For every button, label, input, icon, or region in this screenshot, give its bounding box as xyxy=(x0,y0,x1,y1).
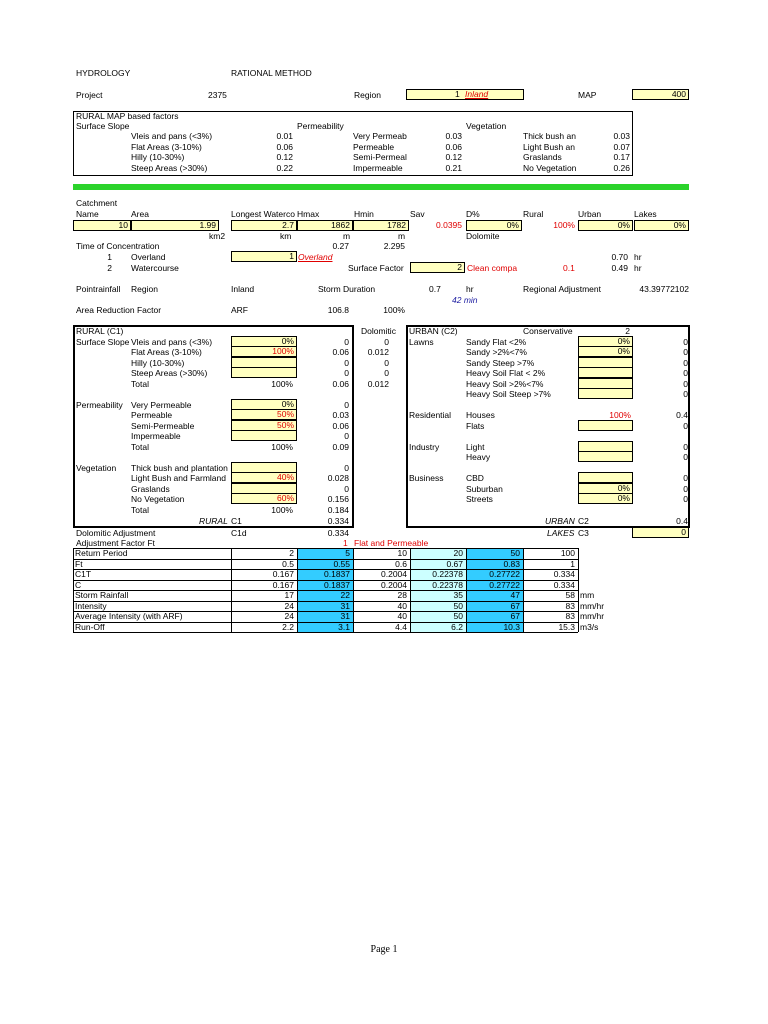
hmin-input[interactable]: 1782 xyxy=(353,220,409,231)
storm-duration-value: 0.7 xyxy=(429,284,441,294)
rural-row-label: Total xyxy=(131,505,149,515)
surface-factor-text: Clean compa xyxy=(467,263,518,273)
rural-pct-input[interactable] xyxy=(231,430,297,441)
hdr-hmin: Hmin xyxy=(354,209,374,219)
rural-pct-input[interactable]: 60% xyxy=(231,493,297,504)
rural-row-dolomitic: 0.012 xyxy=(367,379,389,389)
urban-pct-input[interactable] xyxy=(578,472,633,483)
hdr-area: Area xyxy=(131,209,149,219)
table-cell: 24 xyxy=(284,600,294,611)
map-slope-value: 0.22 xyxy=(276,163,293,173)
rural-title: RURAL (C1) xyxy=(76,326,124,336)
table-row-label: Run-Off xyxy=(75,621,105,632)
urban-pct-input[interactable] xyxy=(578,451,633,462)
rural-row-label: Flat Areas (3-10%) xyxy=(131,347,202,357)
regional-adjustment-value: 43.39772102 xyxy=(639,284,689,294)
rural-row-label: Steep Areas (>30%) xyxy=(131,368,208,378)
table-cell: 0.27722 xyxy=(489,579,520,590)
rural-pct-input[interactable]: 50% xyxy=(231,409,297,420)
urban-pct-input[interactable]: 0% xyxy=(578,493,633,504)
urban-row-label: Heavy Soil >2%<7% xyxy=(466,379,544,389)
rural-row-label: Graslands xyxy=(131,484,170,494)
rural-pct-input[interactable]: 0% xyxy=(231,399,297,410)
urban-pct-input[interactable]: 0% xyxy=(578,346,633,357)
table-cell: 20 xyxy=(453,548,463,558)
overland-unit: hr xyxy=(634,252,642,262)
table-cell: 28 xyxy=(397,590,407,600)
map-perm-label: Semi-Permeal xyxy=(353,152,407,162)
region-label: Region xyxy=(354,90,381,100)
urban-row-value: 0 xyxy=(683,368,688,378)
overland-value: 0.70 xyxy=(611,252,628,262)
project-value: 2375 xyxy=(208,90,227,100)
map-perm-label: Very Permeab xyxy=(353,131,407,141)
rural-row-value: 0 xyxy=(344,431,349,441)
hmax-input[interactable]: 1862 xyxy=(297,220,353,231)
rural-total-pct: 100% xyxy=(271,379,293,389)
table-cell: 6.2 xyxy=(451,621,463,632)
rural-row-label: Semi-Permeable xyxy=(131,421,195,431)
map-slope-value: 0.12 xyxy=(276,152,293,162)
urban-title: URBAN (C2) xyxy=(409,326,458,336)
rural-pct: 100% xyxy=(553,220,575,230)
pr-region-label: Region xyxy=(131,284,158,294)
urban-row-label: Sandy Flat <2% xyxy=(466,337,527,347)
conservative-value: 2 xyxy=(625,326,630,336)
urban-row-label: Sandy Steep >7% xyxy=(466,358,535,368)
rural-pct-input[interactable]: 40% xyxy=(231,472,297,483)
surface-factor-label: Surface Factor xyxy=(348,263,404,273)
urban-row-value: 0 xyxy=(683,358,688,368)
adjustment-factor-label: Adjustment Factor Ft xyxy=(76,538,155,548)
rural-row-label: Very Permeable xyxy=(131,400,192,410)
table-cell: 0.334 xyxy=(553,569,575,579)
map-label: MAP xyxy=(578,90,597,100)
rural-row-value: 0 xyxy=(344,400,349,410)
rural-c1-value: 0.334 xyxy=(327,516,349,526)
urban-c2-label: URBAN xyxy=(545,516,575,526)
urban-pct-input[interactable]: 0% xyxy=(578,336,633,347)
rural-row-value: 0.06 xyxy=(332,421,349,431)
rural-perm-label: Permeability xyxy=(76,400,123,410)
vegetation-heading: Vegetation xyxy=(466,121,507,131)
hdr-watercourse: Longest Waterco xyxy=(231,209,295,219)
pr-region-value: Inland xyxy=(231,284,255,294)
rural-row-value: 0.156 xyxy=(327,494,349,504)
map-veg-label: No Vegetation xyxy=(523,163,577,173)
storm-duration-minutes: 42 min xyxy=(452,295,478,305)
unit-dolomite: Dolomite xyxy=(466,231,500,241)
map-slope-label: Flat Areas (3-10%) xyxy=(131,142,202,152)
table-unit: m3/s xyxy=(580,621,599,632)
rural-row-value: 0.09 xyxy=(332,442,349,452)
hdr-lakes: Lakes xyxy=(634,209,657,219)
hdr-rural: Rural xyxy=(523,209,544,219)
rural-row-label: Light Bush and Farmland xyxy=(131,473,226,483)
table-cell: 0.6 xyxy=(395,558,407,569)
watercourse-label: Watercourse xyxy=(131,263,179,273)
map-input[interactable]: 400 xyxy=(632,89,689,100)
table-cell: 0.167 xyxy=(272,579,294,590)
rural-pct-input[interactable]: 100% xyxy=(231,346,297,357)
rural-row-value: 0.06 xyxy=(332,347,349,357)
surface-slope-heading: Surface Slope xyxy=(76,121,130,131)
map-perm-value: 0.21 xyxy=(445,163,462,173)
urban-row-label: Houses xyxy=(466,410,495,420)
urban-row-value: 0 xyxy=(683,389,688,399)
regional-adjustment-label: Regional Adjustment xyxy=(523,284,601,294)
title-hydrology: HYDROLOGY xyxy=(76,68,131,78)
map-slope-value: 0.01 xyxy=(276,131,293,141)
urban-row-label: Sandy >2%<7% xyxy=(466,347,527,357)
table-cell: 10 xyxy=(397,548,407,558)
table-row-label: Ft xyxy=(75,558,83,569)
unit-watercourse: km xyxy=(280,231,292,241)
arf-label: Area Reduction Factor xyxy=(76,305,162,315)
urban-row-value: 0 xyxy=(683,484,688,494)
rural-pct-input[interactable]: 50% xyxy=(231,420,297,431)
surface-factor-input[interactable]: 2 xyxy=(410,262,465,273)
table-cell: 31 xyxy=(340,600,350,611)
urban-row-label: Heavy Soil Flat < 2% xyxy=(466,368,546,378)
pointrainfall-label: Pointrainfall xyxy=(76,284,121,294)
c3-input[interactable]: 0 xyxy=(632,527,689,538)
table-cell: 3.1 xyxy=(338,621,350,632)
rural-row-value: 0.03 xyxy=(332,410,349,420)
table-cell: 67 xyxy=(510,611,520,621)
table-cell: 17 xyxy=(284,590,294,600)
rural-row-label: Impermeable xyxy=(131,431,181,441)
hdr-d: D% xyxy=(466,209,480,219)
map-perm-label: Impermeable xyxy=(353,163,403,173)
rural-row-value: 0 xyxy=(344,337,349,347)
map-veg-value: 0.03 xyxy=(613,131,630,141)
sav-value: 0.0395 xyxy=(436,220,462,230)
table-cell: 83 xyxy=(565,611,575,621)
urban-row-value: 0 xyxy=(683,494,688,504)
table-cell: 35 xyxy=(453,590,463,600)
urban-pct-input[interactable] xyxy=(578,388,633,399)
table-cell: 58 xyxy=(565,590,575,600)
map-perm-value: 0.06 xyxy=(445,142,462,152)
urban-row-label: CBD xyxy=(466,473,484,483)
map-veg-value: 0.07 xyxy=(613,142,630,152)
rural-row-label: Vleis and pans (<3%) xyxy=(131,337,213,347)
table-cell: 100 xyxy=(560,548,575,558)
table-cell: 4.4 xyxy=(395,621,407,632)
urban-pct-input[interactable] xyxy=(578,367,633,378)
rural-row-label: Total xyxy=(131,379,149,389)
rural-row-value: 0 xyxy=(344,463,349,473)
rural-c1-code: C1 xyxy=(231,516,242,526)
surface-factor-value: 0.1 xyxy=(563,263,575,273)
rural-row-value: 0.028 xyxy=(327,473,349,483)
urban-pct-input[interactable]: 0% xyxy=(578,483,633,494)
dolomitic-heading: Dolomitic xyxy=(361,326,396,336)
c1d-label: C1d xyxy=(231,528,247,538)
table-cell: 24 xyxy=(284,611,294,621)
table-cell: 83 xyxy=(565,600,575,611)
toc-v1: 0.27 xyxy=(332,241,349,251)
urban-row-value: 0.4 xyxy=(676,410,688,420)
urban-row-value: 0 xyxy=(683,442,688,452)
residential-label: Residential xyxy=(409,410,452,420)
map-veg-label: Graslands xyxy=(523,152,562,162)
overland-num: 1 xyxy=(107,252,112,262)
watercourse-unit: hr xyxy=(634,263,642,273)
table-unit: mm/hr xyxy=(580,600,605,611)
rural-row-label: Permeable xyxy=(131,410,173,420)
table-cell: 0.27722 xyxy=(489,569,520,579)
unit-hmin: m xyxy=(398,231,406,241)
urban-c2-code: C2 xyxy=(578,516,589,526)
rural-row-label: Thick bush and plantation xyxy=(131,463,228,473)
table-row-label: C1T xyxy=(75,569,92,579)
region-input[interactable] xyxy=(406,89,524,100)
rural-row-value: 0 xyxy=(344,358,349,368)
overland-label: Overland xyxy=(131,252,166,262)
table-cell: 15.3 xyxy=(558,621,575,632)
table-row-label: Storm Rainfall xyxy=(75,590,129,600)
rural-slope-label: Surface Slope xyxy=(76,337,130,347)
urban-row-label: Streets xyxy=(466,494,493,504)
urban-c2-value: 0.4 xyxy=(676,516,688,526)
rural-total-pct: 100% xyxy=(271,442,293,452)
table-unit: mm/hr xyxy=(580,611,605,621)
urban-input[interactable]: 0% xyxy=(578,220,633,231)
table-cell: 0.2004 xyxy=(381,569,407,579)
table-cell: 0.22378 xyxy=(432,579,463,590)
table-cell: 5 xyxy=(345,548,350,558)
map-perm-value: 0.03 xyxy=(445,131,462,141)
map-slope-label: Hilly (10-30%) xyxy=(131,152,185,162)
table-cell: 2.2 xyxy=(282,621,294,632)
table-cell: 50 xyxy=(510,548,520,558)
table-cell: 67 xyxy=(510,600,520,611)
table-cell: 0.83 xyxy=(503,558,520,569)
urban-row-label: Heavy Soil Steep >7% xyxy=(466,389,551,399)
toc-v2: 2.295 xyxy=(383,241,405,251)
map-perm-label: Permeable xyxy=(353,142,395,152)
rural-row-label: No Vegetation xyxy=(131,494,185,504)
table-cell: 0.1837 xyxy=(324,569,350,579)
rural-row-value: 0.184 xyxy=(327,505,349,515)
toc-title: Time of Concentration xyxy=(76,241,160,251)
lakes-input[interactable]: 0% xyxy=(634,220,689,231)
table-row-label: Intensity xyxy=(75,600,107,611)
rural-row-dolomitic: 0 xyxy=(384,368,389,378)
rural-c1-label: RURAL xyxy=(199,516,228,526)
table-cell: 0.67 xyxy=(446,558,463,569)
map-slope-label: Vleis and pans (<3%) xyxy=(131,131,213,141)
rural-row-dolomitic: 0.012 xyxy=(367,347,389,357)
table-cell: 0.2004 xyxy=(381,579,407,590)
rural-row-label: Hilly (10-30%) xyxy=(131,358,185,368)
watercourse-input[interactable]: 2.7 xyxy=(231,220,297,231)
title-method: RATIONAL METHOD xyxy=(231,68,312,78)
table-cell: 40 xyxy=(397,600,407,611)
unit-area: km2 xyxy=(209,231,226,241)
rural-pct-input[interactable] xyxy=(231,367,297,378)
map-veg-label: Thick bush an xyxy=(523,131,576,141)
region-number: 1 xyxy=(455,89,460,99)
urban-row-label: Light xyxy=(466,442,485,452)
hdr-hmax: Hmax xyxy=(297,209,320,219)
hdr-urban: Urban xyxy=(578,209,602,219)
arf-value: 106.8 xyxy=(327,305,349,315)
page-number: Page 1 xyxy=(370,944,398,955)
hdr-sav: Sav xyxy=(410,209,425,219)
urban-row-label: Heavy xyxy=(466,452,491,462)
table-cell: 0.55 xyxy=(333,558,350,569)
map-perm-value: 0.12 xyxy=(445,152,462,162)
map-slope-value: 0.06 xyxy=(276,142,293,152)
urban-row-value: 0 xyxy=(683,421,688,431)
table-cell: 47 xyxy=(510,590,520,600)
table-cell: 0.22378 xyxy=(432,569,463,579)
rural-total-pct: 100% xyxy=(271,505,293,515)
urban-row-label: Suburban xyxy=(466,484,503,494)
table-cell: 31 xyxy=(340,611,350,621)
lakes-label: LAKES xyxy=(547,528,575,538)
urban-row-value: 0 xyxy=(683,347,688,357)
dolomitic-adjustment-label: Dolomitic Adjustment xyxy=(76,528,156,538)
rural-pct-input[interactable]: 0% xyxy=(231,336,297,347)
lawns-label: Lawns xyxy=(409,337,434,347)
table-rule xyxy=(73,632,578,633)
table-cell: 50 xyxy=(453,611,463,621)
table-row-label: C xyxy=(75,579,82,590)
map-veg-label: Light Bush an xyxy=(523,142,575,152)
permeability-heading: Permeability xyxy=(297,121,344,131)
map-slope-label: Steep Areas (>30%) xyxy=(131,163,208,173)
table-cell: 0.5 xyxy=(282,558,294,569)
table-cell: 1 xyxy=(570,558,575,569)
table-cell: 0.334 xyxy=(553,579,575,590)
rural-row-value: 0.06 xyxy=(332,379,349,389)
urban-pct-value: 100% xyxy=(609,410,631,420)
watercourse-num: 2 xyxy=(107,263,112,273)
watercourse-value: 0.49 xyxy=(611,263,628,273)
table-cell: 0.1837 xyxy=(324,579,350,590)
region-name: Inland xyxy=(465,89,489,99)
urban-row-value: 0 xyxy=(683,452,688,462)
rural-map-title: RURAL MAP based factors xyxy=(76,111,179,121)
ft-number: 1 xyxy=(343,538,348,548)
rural-row-dolomitic: 0 xyxy=(384,337,389,347)
ft-text: Flat and Permeable xyxy=(354,538,429,548)
hdr-name: Name xyxy=(76,209,99,219)
rural-row-label: Total xyxy=(131,442,149,452)
urban-row-value: 0 xyxy=(683,379,688,389)
table-col-rule xyxy=(578,548,579,632)
c1d-value: 0.334 xyxy=(327,528,349,538)
urban-row-value: 0 xyxy=(683,337,688,347)
table-col-rule xyxy=(73,548,74,632)
urban-row-label: Flats xyxy=(466,421,485,431)
arf-pct: 100% xyxy=(383,305,405,315)
conservative-label: Conservative xyxy=(523,326,573,336)
map-veg-value: 0.17 xyxy=(613,152,630,162)
rural-veg-label: Vegetation xyxy=(76,463,117,473)
overland-text: Overland xyxy=(298,252,333,262)
table-cell: 10.3 xyxy=(503,621,520,632)
urban-pct-input[interactable] xyxy=(578,420,633,431)
dolomite-input[interactable]: 0% xyxy=(466,220,522,231)
table-cell: 40 xyxy=(397,611,407,621)
storm-duration-label: Storm Duration xyxy=(318,284,376,294)
map-veg-value: 0.26 xyxy=(613,163,630,173)
industry-label: Industry xyxy=(409,442,440,452)
overland-input[interactable]: 1 xyxy=(231,251,297,262)
table-cell: 2 xyxy=(289,548,294,558)
table-row-label: Average Intensity (with ARF) xyxy=(75,611,183,621)
c3-label: C3 xyxy=(578,528,589,538)
unit-hmax: m xyxy=(343,231,351,241)
project-label: Project xyxy=(76,90,103,100)
area-input[interactable]: 1.99 xyxy=(131,220,219,231)
table-cell: 50 xyxy=(453,600,463,611)
catchment-title: Catchment xyxy=(76,198,118,208)
urban-row-value: 0 xyxy=(683,473,688,483)
arf-short: ARF xyxy=(231,305,248,315)
table-unit: mm xyxy=(580,590,595,600)
business-label: Business xyxy=(409,473,444,483)
storm-duration-unit: hr xyxy=(466,284,474,294)
rural-row-value: 0 xyxy=(344,484,349,494)
section-divider-bar xyxy=(73,184,689,190)
table-cell: 0.167 xyxy=(272,569,294,579)
catchment-name-input[interactable]: 10 xyxy=(73,220,131,231)
rural-row-value: 0 xyxy=(344,368,349,378)
table-cell: 22 xyxy=(340,590,350,600)
table-row-label: Return Period xyxy=(75,548,128,558)
rural-row-dolomitic: 0 xyxy=(384,358,389,368)
